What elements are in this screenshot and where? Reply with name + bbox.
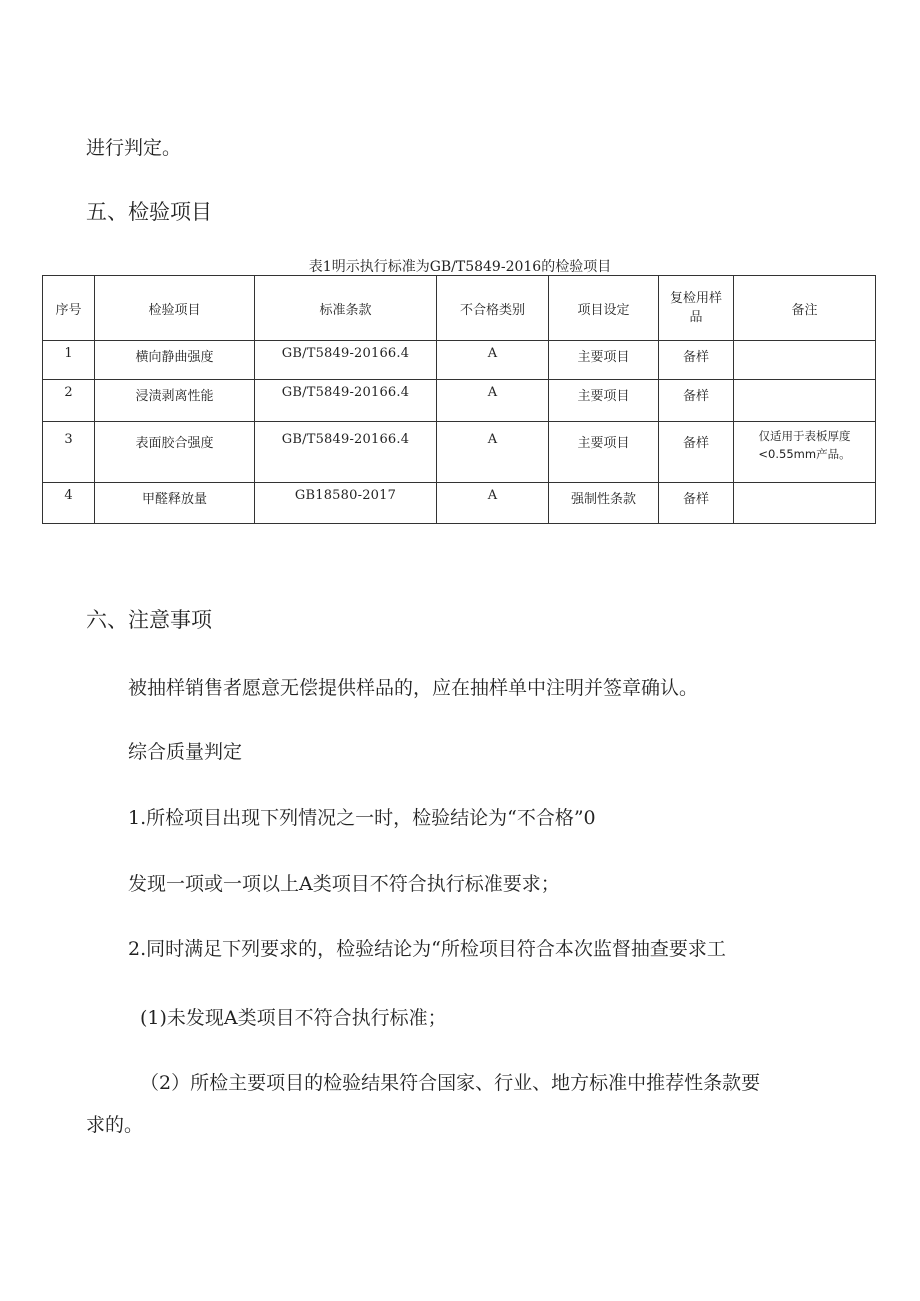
intro-line: 进行判定。	[86, 137, 182, 159]
inspection-items-table	[42, 275, 876, 524]
section-6-heading: 六、注意事项	[86, 608, 212, 632]
table-header-row	[43, 276, 876, 341]
cell-no: 4	[43, 483, 95, 524]
cell-note	[734, 341, 876, 380]
paragraph-quality-judgment: 综合质量判定	[128, 741, 243, 763]
cell-clause: GB/T5849-20166.4	[255, 380, 437, 422]
header-no: 序号	[43, 276, 95, 341]
paragraph-rule-1-condition: 发现一项或一项以上A类项目不符合执行标准要求；	[128, 873, 560, 895]
table-caption: 表1明示执行标准为GB/T5849-2016的检验项目	[308, 259, 612, 275]
cell-category: A	[437, 483, 549, 524]
cell-note	[734, 380, 876, 422]
paragraph-rule-2-item-2-cont: 求的。	[86, 1114, 144, 1136]
cell-no: 3	[43, 422, 95, 483]
paragraph-rule-2-item-1: (1)未发现A类项目不符合执行标准；	[140, 1007, 447, 1029]
table-row	[43, 380, 876, 422]
table-row	[43, 422, 876, 483]
cell-item: 表面胶合强度	[95, 422, 255, 483]
paragraph-sampling-consent: 被抽样销售者愿意无偿提供样品的，应在抽样单中注明并签章确认。	[128, 677, 699, 699]
paragraph-rule-2-item-2: （2）所检主要项目的检验结果符合国家、行业、地方标准中推荐性条款要	[140, 1072, 761, 1094]
section-5-heading: 五、检验项目	[86, 200, 212, 224]
cell-setting: 主要项目	[549, 341, 659, 380]
cell-setting: 主要项目	[549, 380, 659, 422]
header-setting: 项目设定	[549, 276, 659, 341]
cell-note	[734, 483, 876, 524]
table-row	[43, 483, 876, 524]
header-note: 备注	[734, 276, 876, 341]
header-category: 不合格类别	[437, 276, 549, 341]
cell-setting: 主要项目	[549, 422, 659, 483]
cell-sample: 备样	[659, 422, 734, 483]
cell-item: 甲醛释放量	[95, 483, 255, 524]
paragraph-rule-2: 2.同时满足下列要求的，检验结论为“所检项目符合本次监督抽查要求工	[128, 938, 726, 960]
header-sample: 复检用样品	[659, 276, 734, 341]
paragraph-rule-1: 1.所检项目出现下列情况之一时，检验结论为“不合格”0	[128, 807, 596, 829]
cell-note: 仅适用于表板厚度<0.55mm产品。	[734, 422, 876, 483]
cell-category: A	[437, 380, 549, 422]
cell-setting: 强制性条款	[549, 483, 659, 524]
cell-category: A	[437, 422, 549, 483]
cell-category: A	[437, 341, 549, 380]
cell-item: 横向静曲强度	[95, 341, 255, 380]
cell-no: 1	[43, 341, 95, 380]
table-row	[43, 341, 876, 380]
cell-sample: 备样	[659, 483, 734, 524]
cell-no: 2	[43, 380, 95, 422]
cell-item: 浸渍剥离性能	[95, 380, 255, 422]
cell-clause: GB/T5849-20166.4	[255, 422, 437, 483]
header-clause: 标准条款	[255, 276, 437, 341]
cell-sample: 备样	[659, 380, 734, 422]
cell-clause: GB/T5849-20166.4	[255, 341, 437, 380]
cell-sample: 备样	[659, 341, 734, 380]
header-item: 检验项目	[95, 276, 255, 341]
cell-clause: GB18580-2017	[255, 483, 437, 524]
